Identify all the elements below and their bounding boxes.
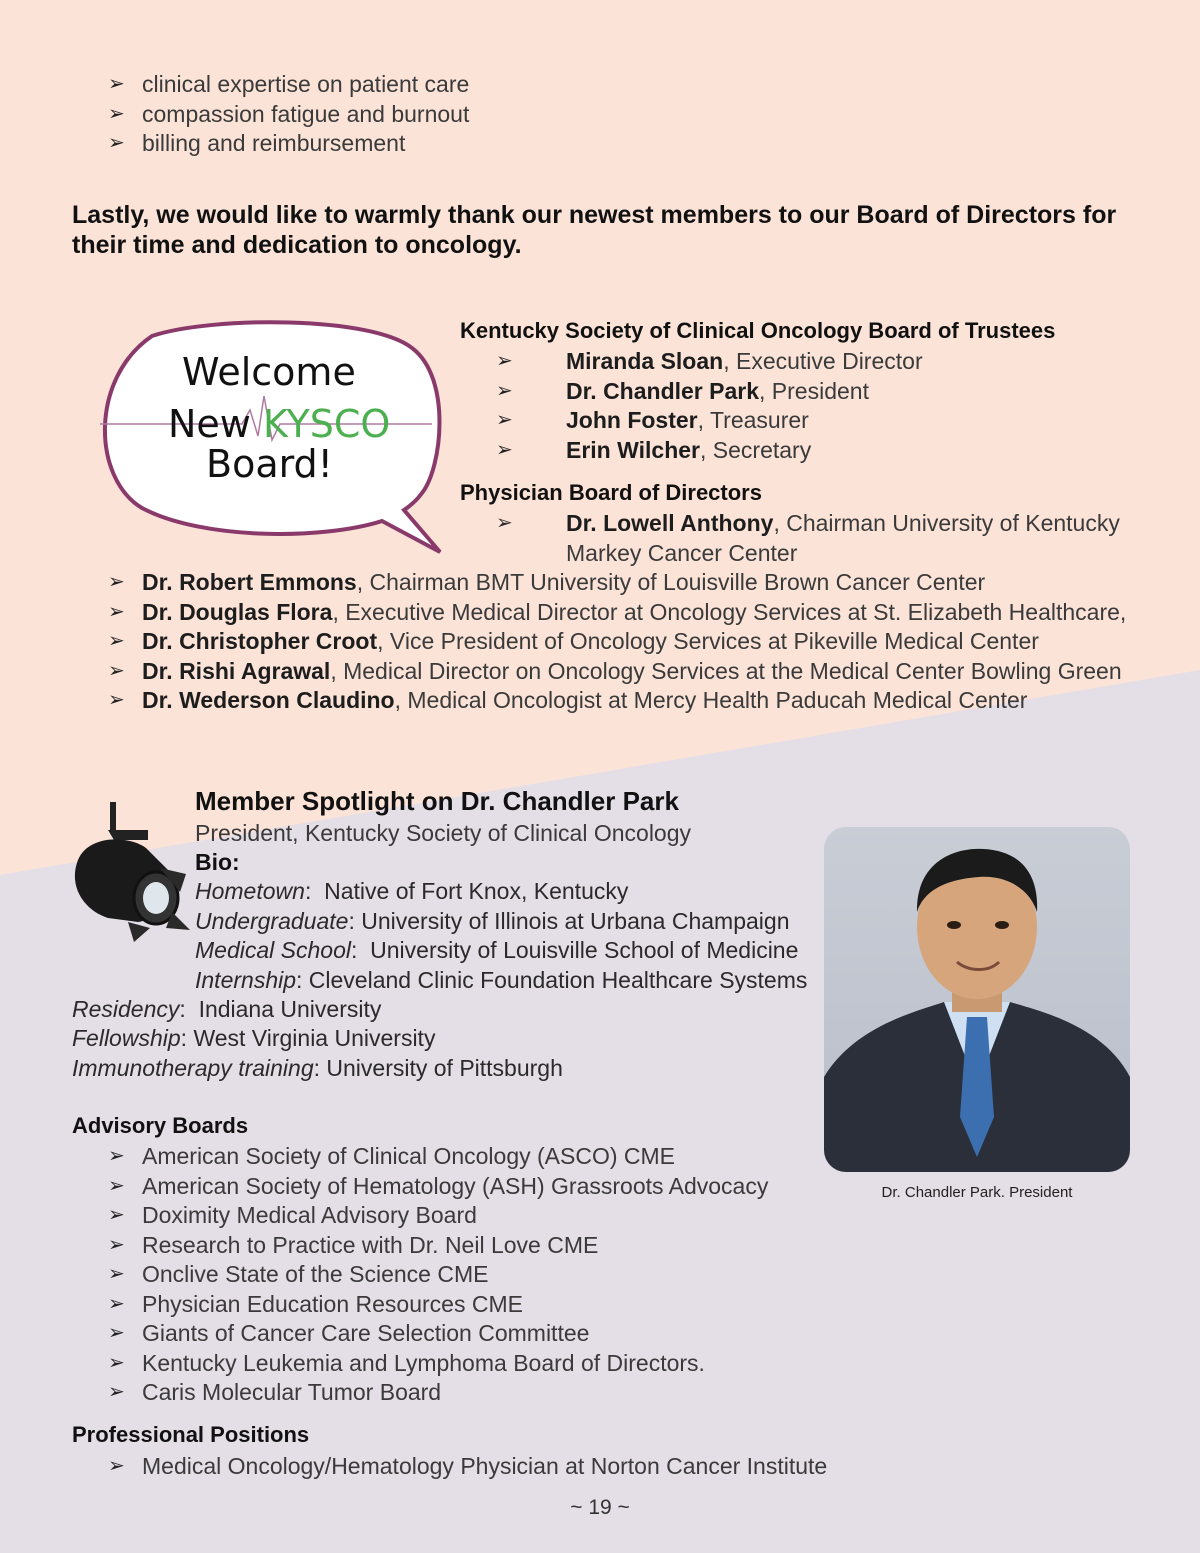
- list-item: ➢ Medical Oncology/Hematology Physician at Norton Cancer Institute: [72, 1452, 827, 1482]
- advisory-heading: Advisory Boards: [72, 1113, 249, 1138]
- list-item: ➢ John Foster, Treasurer: [460, 406, 923, 436]
- bio-medical-school: Medical School: University of Louisville School of Medicine: [195, 937, 799, 963]
- list-item: ➢ Dr. Robert Emmons, Chairman BMT University of Louisville Brown Cancer Center: [72, 568, 1126, 598]
- bio-residency: Residency: Indiana University: [72, 996, 382, 1022]
- arrow-bullet-icon: ➢: [496, 350, 513, 372]
- arrow-bullet-icon: ➢: [108, 659, 125, 682]
- bio-hometown: Hometown: Native of Fort Knox, Kentucky: [195, 878, 629, 904]
- bio-internship: Internship: Cleveland Clinic Foundation Healthcare Systems: [195, 967, 808, 993]
- arrow-bullet-icon: ➢: [108, 1263, 125, 1285]
- bubble-line-1: Welcome: [182, 350, 356, 394]
- list-item: ➢ Miranda Sloan, Executive Director: [460, 347, 923, 377]
- arrow-bullet-icon: ➢: [108, 1455, 125, 1477]
- list-item: ➢ Dr. Douglas Flora, Executive Medical Director at Oncology Services at St. Elizabeth Healthcare,: [72, 598, 1126, 628]
- advisory-list: [72, 1142, 768, 1408]
- physicians-heading: Physician Board of Directors: [460, 480, 762, 505]
- arrow-bullet-icon: ➢: [108, 132, 125, 154]
- bio-fellowship: Fellowship: West Virginia University: [72, 1025, 436, 1051]
- positions-list: [72, 1452, 827, 1482]
- portrait-photo: [824, 827, 1130, 1172]
- arrow-bullet-icon: ➢: [108, 1292, 125, 1315]
- spotlight-icon: [68, 800, 198, 950]
- arrow-bullet-icon: ➢: [496, 438, 513, 461]
- bubble-line-2: New KYSCO: [168, 402, 391, 446]
- arrow-bullet-icon: ➢: [108, 689, 125, 711]
- list-item: ➢ American Society of Clinical Oncology (ASCO) CME: [72, 1142, 768, 1172]
- thanks-paragraph: Lastly, we would like to warmly thank our newest members to our Board of Directors for their time and dedication to oncology.: [72, 201, 1117, 259]
- kysco-label: KYSCO: [262, 402, 391, 446]
- list-item: ➢ Caris Molecular Tumor Board: [72, 1378, 768, 1408]
- arrow-bullet-icon: ➢: [108, 1351, 125, 1374]
- arrow-bullet-icon: ➢: [108, 73, 125, 95]
- list-item: ➢ Physician Education Resources CME: [72, 1290, 768, 1320]
- list-item: ➢ clinical expertise on patient care: [72, 70, 469, 100]
- positions-heading: Professional Positions: [72, 1422, 310, 1447]
- bio-label: Bio:: [195, 849, 240, 875]
- bio-undergraduate: Undergraduate: University of Illinois at Urbana Champaign: [195, 908, 790, 934]
- list-item: ➢ Erin Wilcher, Secretary: [460, 436, 923, 466]
- arrow-bullet-icon: ➢: [108, 102, 125, 125]
- portrait-figure: [824, 827, 1130, 1172]
- welcome-bubble: [92, 318, 452, 558]
- list-item: ➢ Dr. Rishi Agrawal, Medical Director on Oncology Services at the Medical Center Bowling Green: [72, 657, 1126, 687]
- bio-immunotherapy: Immunotherapy training: University of Pittsburgh: [72, 1055, 563, 1081]
- physician-first: ➢ Dr. Lowell Anthony, Chairman University of Kentucky Markey Cancer Center: [496, 510, 1120, 566]
- arrow-bullet-icon: ➢: [108, 600, 125, 623]
- list-item: ➢ compassion fatigue and burnout: [72, 100, 469, 130]
- physicians-list: [72, 568, 1126, 716]
- list-item: ➢ Giants of Cancer Care Selection Committee: [72, 1319, 768, 1349]
- page-number: ~ 19 ~: [570, 1496, 630, 1519]
- arrow-bullet-icon: ➢: [496, 512, 513, 534]
- spotlight-title: Member Spotlight on Dr. Chandler Park: [195, 786, 679, 816]
- list-item: ➢ Kentucky Leukemia and Lymphoma Board of Directors.: [72, 1349, 768, 1379]
- top-bullet-list: [72, 70, 469, 159]
- list-item: ➢ Dr. Wederson Claudino, Medical Oncologist at Mercy Health Paducah Medical Center: [72, 686, 1126, 716]
- trustees-list: [460, 347, 923, 465]
- arrow-bullet-icon: ➢: [108, 630, 125, 652]
- arrow-bullet-icon: ➢: [108, 1174, 125, 1197]
- list-item: ➢ Doximity Medical Advisory Board: [72, 1201, 768, 1231]
- list-item: ➢ billing and reimbursement: [72, 129, 469, 159]
- arrow-bullet-icon: ➢: [108, 1381, 125, 1403]
- arrow-bullet-icon: ➢: [108, 1322, 125, 1344]
- bubble-line-3: Board!: [206, 442, 333, 486]
- list-item: ➢ Dr. Chandler Park, President: [460, 377, 923, 407]
- arrow-bullet-icon: ➢: [496, 379, 513, 402]
- trustees-heading: Kentucky Society of Clinical Oncology Board of Trustees: [460, 318, 1056, 343]
- arrow-bullet-icon: ➢: [108, 1145, 125, 1167]
- photo-caption: Dr. Chandler Park. President: [881, 1184, 1073, 1201]
- arrow-bullet-icon: ➢: [108, 1204, 125, 1226]
- list-item: ➢ Research to Practice with Dr. Neil Love CME: [72, 1231, 768, 1261]
- spotlight-subtitle: President, Kentucky Society of Clinical Oncology: [195, 820, 692, 846]
- arrow-bullet-icon: ➢: [108, 571, 125, 593]
- arrow-bullet-icon: ➢: [108, 1233, 125, 1256]
- list-item: ➢ Dr. Christopher Croot, Vice President of Oncology Services at Pikeville Medical Center: [72, 627, 1126, 657]
- arrow-bullet-icon: ➢: [496, 409, 513, 431]
- list-item: ➢ American Society of Hematology (ASH) Grassroots Advocacy: [72, 1172, 768, 1202]
- list-item: ➢ Onclive State of the Science CME: [72, 1260, 768, 1290]
